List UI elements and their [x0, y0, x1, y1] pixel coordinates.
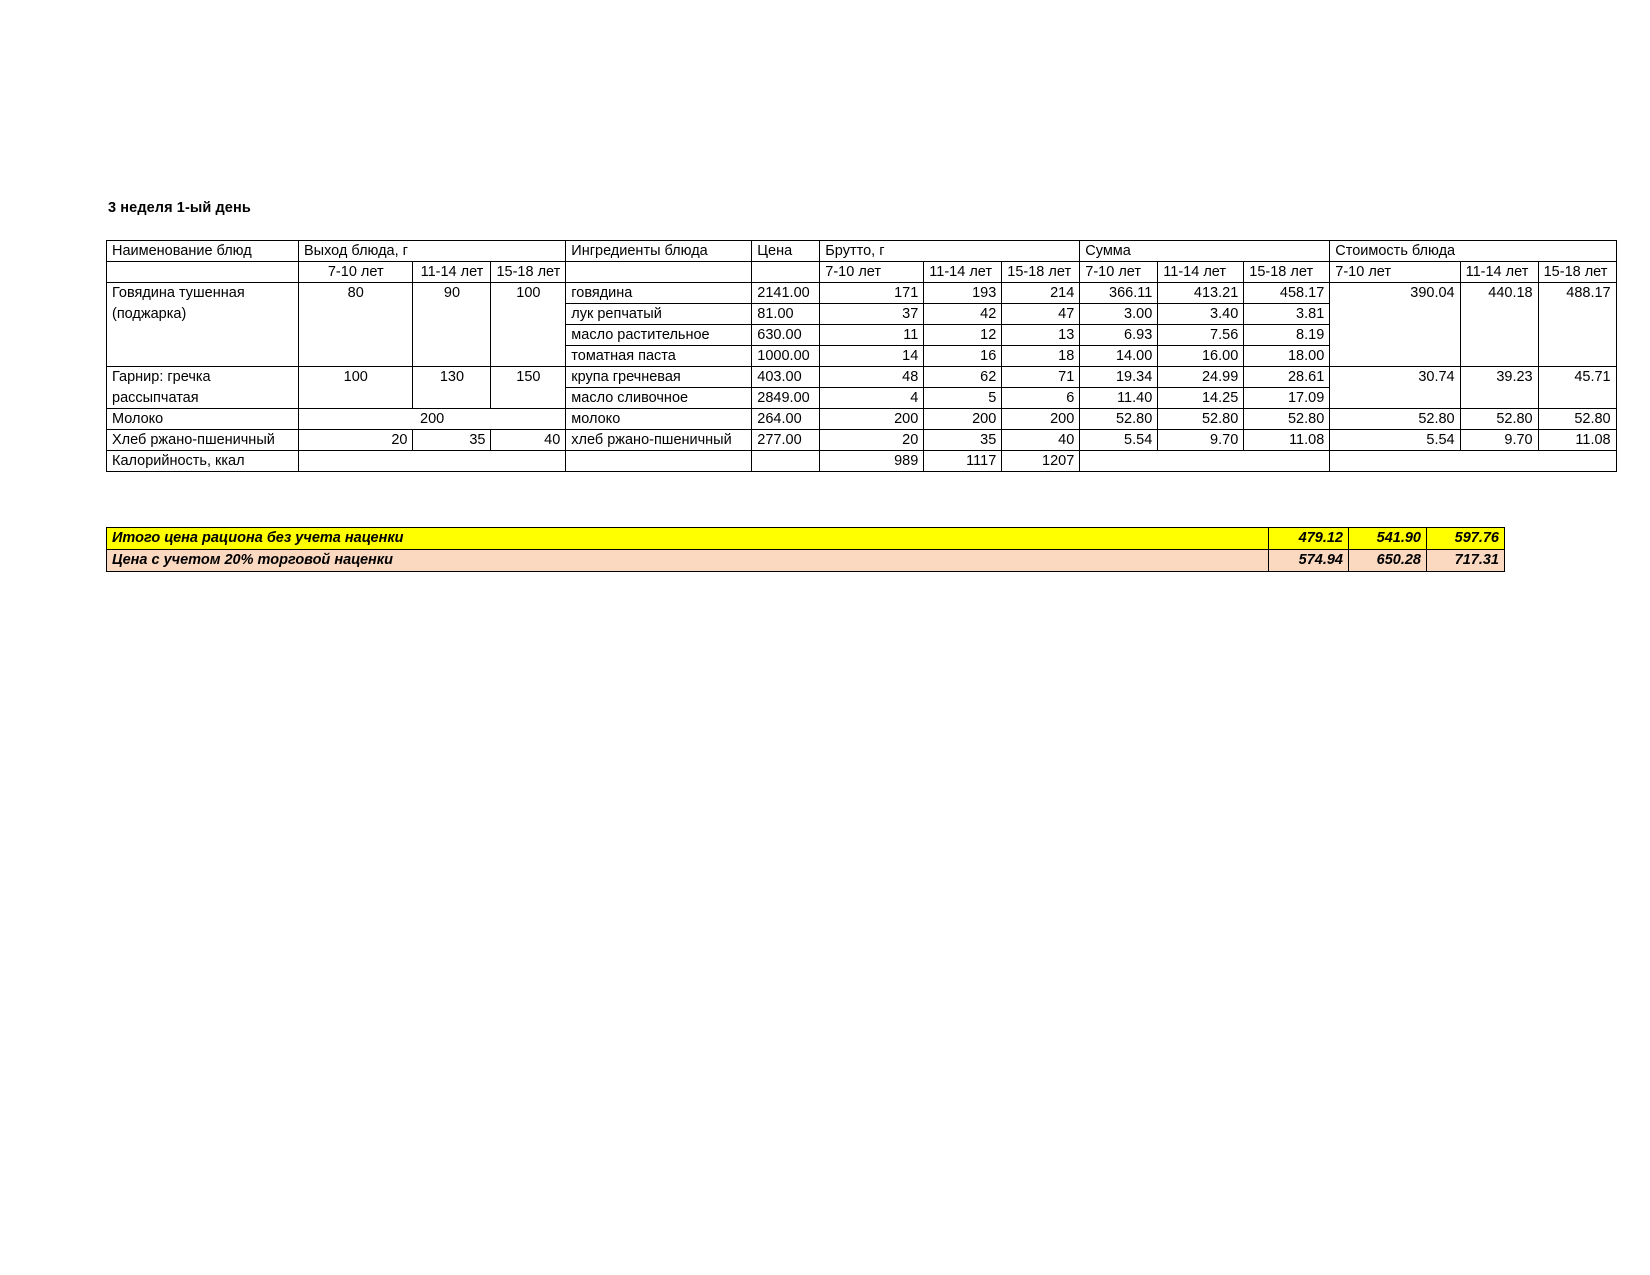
- cell-gross-3: 214: [1002, 283, 1080, 304]
- header-ingredients: Ингредиенты блюда: [566, 241, 752, 262]
- header-gross-age-2: 11-14 лет: [924, 262, 1002, 283]
- cell-sum-1: 52.80: [1080, 409, 1158, 430]
- cell-yield-1: 100: [299, 367, 413, 409]
- totals-label-with-markup: Цена с учетом 20% торговой наценки: [107, 550, 1269, 572]
- cell-gross-1: 48: [820, 367, 924, 388]
- header-dish-cost-spacer-1: [1460, 241, 1538, 262]
- cell-ingredient: хлеб ржано-пшеничный: [566, 430, 752, 451]
- header-gross: Брутто, г: [820, 241, 924, 262]
- header-yield: Выход блюда, г: [299, 241, 413, 262]
- cell-sum-3: 28.61: [1244, 367, 1330, 388]
- header-dish-name: Наименование блюд: [107, 241, 299, 262]
- cell-sum-1: 14.00: [1080, 346, 1158, 367]
- table-header-row-1: [107, 241, 1617, 262]
- cell-ingredient: лук репчатый: [566, 304, 752, 325]
- cell-sum-1: 5.54: [1080, 430, 1158, 451]
- cell-sum-3: 11.08: [1244, 430, 1330, 451]
- cell-cost-3: 488.17: [1538, 283, 1616, 367]
- totals-value-2: 541.90: [1349, 528, 1427, 550]
- cell-price: 81.00: [752, 304, 820, 325]
- cell-dish-name: Хлеб ржано-пшеничный: [107, 430, 299, 451]
- cell-yield-2: 130: [413, 367, 491, 409]
- cell-gross-1: 11: [820, 325, 924, 346]
- cell-cost-3: 11.08: [1538, 430, 1616, 451]
- cell-calories-blank-1: [299, 451, 413, 472]
- cell-calories-2: 1117: [924, 451, 1002, 472]
- cell-price: 630.00: [752, 325, 820, 346]
- cell-cost-2: 9.70: [1460, 430, 1538, 451]
- cell-gross-2: 5: [924, 388, 1002, 409]
- cell-gross-1: 14: [820, 346, 924, 367]
- cell-price: 277.00: [752, 430, 820, 451]
- cell-sum-1: 6.93: [1080, 325, 1158, 346]
- cell-price: 2141.00: [752, 283, 820, 304]
- cell-sum-3: 458.17: [1244, 283, 1330, 304]
- totals-table: [106, 527, 1505, 572]
- cell-gross-3: 47: [1002, 304, 1080, 325]
- cell-sum-2: 9.70: [1158, 430, 1244, 451]
- header-gross-age-3: 15-18 лет: [1002, 262, 1080, 283]
- cell-yield-1: 80: [299, 283, 413, 367]
- header-yield-age-2: 11-14 лет: [413, 262, 491, 283]
- header-sum-age-3: 15-18 лет: [1244, 262, 1330, 283]
- cell-dish-name: Молоко: [107, 409, 299, 430]
- header-blank-ingredients: [566, 262, 752, 283]
- cell-cost-3: 45.71: [1538, 367, 1616, 409]
- cell-yield-3: 40: [491, 430, 566, 451]
- header-yield-age-1: 7-10 лет: [299, 262, 413, 283]
- cell-gross-3: 200: [1002, 409, 1080, 430]
- header-gross-spacer-2: [1002, 241, 1080, 262]
- header-yield-age-3: 15-18 лет: [491, 262, 566, 283]
- cell-calories-blank-price: [752, 451, 820, 472]
- cell-ingredient: томатная паста: [566, 346, 752, 367]
- header-gross-spacer-1: [924, 241, 1002, 262]
- header-cost-age-2: 11-14 лет: [1460, 262, 1538, 283]
- menu-table: [106, 240, 1617, 472]
- cell-yield-1: 20: [299, 430, 413, 451]
- cell-calories-1: 989: [820, 451, 924, 472]
- cell-gross-2: 193: [924, 283, 1002, 304]
- totals-value-1: 479.12: [1269, 528, 1349, 550]
- cell-gross-3: 18: [1002, 346, 1080, 367]
- cell-sum-3: 52.80: [1244, 409, 1330, 430]
- header-dish-cost-spacer-2: [1538, 241, 1616, 262]
- header-cost-age-3: 15-18 лет: [1538, 262, 1616, 283]
- cell-yield-3: 100: [491, 283, 566, 367]
- cell-yield-2: 35: [413, 430, 491, 451]
- cell-calories-blank-2: [413, 451, 491, 472]
- cell-cost-2: 440.18: [1460, 283, 1538, 367]
- totals-value-2: 650.28: [1349, 550, 1427, 572]
- cell-gross-1: 20: [820, 430, 924, 451]
- cell-cost-1: 5.54: [1330, 430, 1460, 451]
- cell-dish-name: Гарнир: гречка: [107, 367, 299, 388]
- header-sum: Сумма: [1080, 241, 1158, 262]
- cell-cost-2: 39.23: [1460, 367, 1538, 409]
- cell-cost-3: 52.80: [1538, 409, 1616, 430]
- header-sum-spacer-2: [1244, 241, 1330, 262]
- cell-gross-1: 200: [820, 409, 924, 430]
- cell-ingredient: крупа гречневая: [566, 367, 752, 388]
- cell-sum-3: 17.09: [1244, 388, 1330, 409]
- header-blank-price: [752, 262, 820, 283]
- cell-sum-2: 52.80: [1158, 409, 1244, 430]
- header-cost-age-1: 7-10 лет: [1330, 262, 1460, 283]
- table-row: [107, 283, 1617, 304]
- totals-value-1: 574.94: [1269, 550, 1349, 572]
- cell-sum-1: 3.00: [1080, 304, 1158, 325]
- cell-calories-blank-sum-3: [1244, 451, 1330, 472]
- cell-calories-blank-ingredient: [566, 451, 752, 472]
- cell-cost-1: 390.04: [1330, 283, 1460, 367]
- cell-cost-2: 52.80: [1460, 409, 1538, 430]
- calories-row: [107, 451, 1617, 472]
- totals-row-no-markup: [107, 528, 1505, 550]
- cell-price: 2849.00: [752, 388, 820, 409]
- cell-gross-3: 13: [1002, 325, 1080, 346]
- header-yield-spacer-1: [413, 241, 491, 262]
- cell-ingredient: масло растительное: [566, 325, 752, 346]
- cell-gross-2: 200: [924, 409, 1002, 430]
- cell-sum-2: 16.00: [1158, 346, 1244, 367]
- cell-sum-1: 19.34: [1080, 367, 1158, 388]
- cell-ingredient: масло сливочное: [566, 388, 752, 409]
- cell-gross-2: 16: [924, 346, 1002, 367]
- cell-dish-name: Говядина тушенная: [107, 283, 299, 304]
- cell-dish-name-line2: рассыпчатая: [107, 388, 299, 409]
- cell-dish-name-line2: (поджарка): [107, 304, 299, 325]
- header-blank: [107, 262, 299, 283]
- cell-gross-3: 6: [1002, 388, 1080, 409]
- totals-row-with-markup: [107, 550, 1505, 572]
- cell-gross-1: 37: [820, 304, 924, 325]
- table-row: [107, 367, 1617, 388]
- cell-price: 403.00: [752, 367, 820, 388]
- cell-calories-label: Калорийность, ккал: [107, 451, 299, 472]
- cell-calories-blank-cost-2: [1460, 451, 1538, 472]
- cell-sum-2: 413.21: [1158, 283, 1244, 304]
- cell-calories-blank-sum-1: [1080, 451, 1158, 472]
- cell-gross-1: 4: [820, 388, 924, 409]
- cell-yield-3: 150: [491, 367, 566, 409]
- cell-gross-2: 62: [924, 367, 1002, 388]
- table-row: [107, 430, 1617, 451]
- cell-gross-2: 42: [924, 304, 1002, 325]
- cell-price: 1000.00: [752, 346, 820, 367]
- cell-sum-1: 366.11: [1080, 283, 1158, 304]
- table-header-row-2: [107, 262, 1617, 283]
- header-sum-age-1: 7-10 лет: [1080, 262, 1158, 283]
- cell-yield-2: 90: [413, 283, 491, 367]
- cell-gross-2: 12: [924, 325, 1002, 346]
- cell-price: 264.00: [752, 409, 820, 430]
- cell-dish-name-blank: [107, 325, 299, 346]
- cell-sum-3: 18.00: [1244, 346, 1330, 367]
- cell-gross-1: 171: [820, 283, 924, 304]
- cell-calories-blank-cost-3: [1538, 451, 1616, 472]
- cell-gross-3: 40: [1002, 430, 1080, 451]
- cell-yield-merged: 200: [299, 409, 566, 430]
- cell-calories-blank-cost-1: [1330, 451, 1460, 472]
- cell-cost-1: 52.80: [1330, 409, 1460, 430]
- cell-gross-2: 35: [924, 430, 1002, 451]
- cell-calories-blank-sum-2: [1158, 451, 1244, 472]
- header-price: Цена: [752, 241, 820, 262]
- cell-sum-2: 3.40: [1158, 304, 1244, 325]
- totals-value-3: 717.31: [1427, 550, 1505, 572]
- header-gross-age-1: 7-10 лет: [820, 262, 924, 283]
- table-row: [107, 409, 1617, 430]
- totals-value-3: 597.76: [1427, 528, 1505, 550]
- page-title: 3 неделя 1-ый день: [108, 200, 251, 216]
- cell-calories-3: 1207: [1002, 451, 1080, 472]
- cell-sum-3: 3.81: [1244, 304, 1330, 325]
- cell-calories-blank-3: [491, 451, 566, 472]
- cell-cost-1: 30.74: [1330, 367, 1460, 409]
- cell-gross-3: 71: [1002, 367, 1080, 388]
- cell-sum-2: 24.99: [1158, 367, 1244, 388]
- cell-sum-1: 11.40: [1080, 388, 1158, 409]
- cell-sum-2: 7.56: [1158, 325, 1244, 346]
- header-yield-spacer-2: [491, 241, 566, 262]
- cell-sum-3: 8.19: [1244, 325, 1330, 346]
- cell-ingredient: молоко: [566, 409, 752, 430]
- cell-ingredient: говядина: [566, 283, 752, 304]
- header-dish-cost: Стоимость блюда: [1330, 241, 1460, 262]
- cell-sum-2: 14.25: [1158, 388, 1244, 409]
- cell-dish-name-blank: [107, 346, 299, 367]
- header-sum-age-2: 11-14 лет: [1158, 262, 1244, 283]
- header-sum-spacer-1: [1158, 241, 1244, 262]
- totals-label-no-markup: Итого цена рациона без учета наценки: [107, 528, 1269, 550]
